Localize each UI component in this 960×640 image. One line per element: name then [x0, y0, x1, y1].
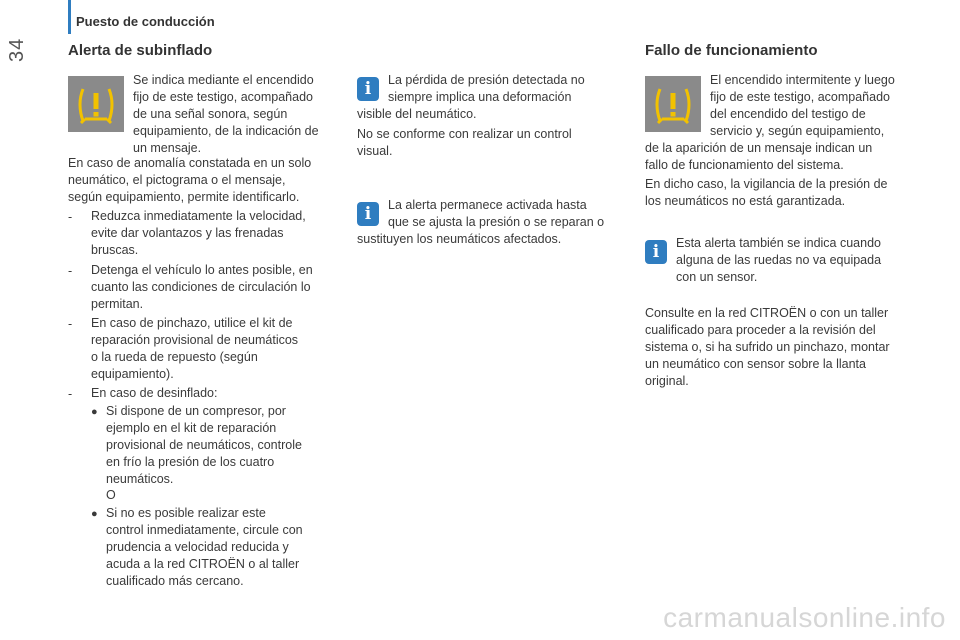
bullet-marker: ●: [91, 406, 98, 418]
tyre-pressure-warning-icon: [645, 76, 701, 132]
alert-active-note: La alerta permanece activada hasta que se ajusta la presión o se reparan o: [388, 198, 605, 229]
sensor-note: Esta alerta también se indica cuando alguna de las ruedas no va equipada con un sensor.: [676, 236, 882, 284]
malfunction-intro: El encendido intermitente y luego fijo de este testigo, acompañado del encendido del testigo de servicio y, según equipamiento,: [710, 73, 895, 138]
list-item: En caso de pinchazo, utilice el kit de reparación provisional de neumáticos o la rueda de repuesto (según equipamiento).: [91, 316, 299, 381]
underinflation-intro: Se indica mediante el encendido fijo de este testigo, acompañado de una señal sonora, según equipamiento, de la indicación de un mensaje.: [133, 73, 319, 155]
section-title: Puesto de conducción: [76, 14, 215, 29]
consult-network-paragraph: Consulte en la red CITROËN o con un taller cualificado para proceder a la revisión del sistema o, si ha sufrido un pinchazo, montar un neumático con sensor sobre la llanta original.: [645, 306, 890, 388]
heading-underinflation: Alerta de subinflado: [68, 42, 213, 59]
watermark: carmanualsonline.info: [663, 602, 946, 633]
list-marker: -: [68, 317, 73, 331]
monitoring-not-guaranteed: En dicho caso, la vigilancia de la presión de los neumáticos no está garantizada.: [645, 177, 888, 208]
pressure-loss-note: La pérdida de presión detectada no siempre implica una deformación: [388, 73, 585, 104]
list-item: Reduzca inmediatamente la velocidad, evite dar volantazos y las frenadas bruscas.: [91, 209, 306, 257]
pressure-loss-note-end: visible del neumático.: [357, 107, 477, 121]
anomaly-paragraph: En caso de anomalía constatada en un solo neumático, el pictograma o el mensaje, según equipamiento, permite identificarlo.: [68, 156, 312, 204]
list-item: Si dispone de un compresor, por ejemplo en el kit de reparación provisional de neumáticos, controle en frío la presión de los cuatro neumáticos.: [106, 404, 302, 486]
visual-check-note: No se conforme con realizar un control visual.: [357, 127, 572, 158]
malfunction-intro-end: de la aparición de un mensaje indican un fallo de funcionamiento del sistema.: [645, 141, 873, 172]
header-accent-bar: [68, 0, 71, 34]
list-item: Detenga el vehículo lo antes posible, en cuanto las condiciones de circulación lo permitan.: [91, 263, 313, 311]
list-marker: -: [68, 387, 73, 401]
bullet-marker: ●: [91, 508, 98, 520]
page-number: 34: [6, 37, 28, 62]
list-marker: -: [68, 264, 73, 278]
or-separator: O: [106, 488, 116, 502]
tyre-pressure-warning-icon: [68, 76, 124, 132]
list-marker: -: [68, 210, 73, 224]
list-item: En caso de desinflado:: [91, 386, 218, 400]
info-icon: i: [357, 202, 379, 226]
alert-active-note-end: sustituyen los neumáticos afectados.: [357, 232, 562, 246]
list-item: Si no es posible realizar este control inmediatamente, circule con prudencia a velocidad reducida y acuda a la red CITROËN o al taller cualificado más cercano.: [106, 506, 303, 588]
info-icon: i: [357, 77, 379, 101]
heading-malfunction: Fallo de funcionamiento: [645, 42, 818, 59]
info-icon: i: [645, 240, 667, 264]
